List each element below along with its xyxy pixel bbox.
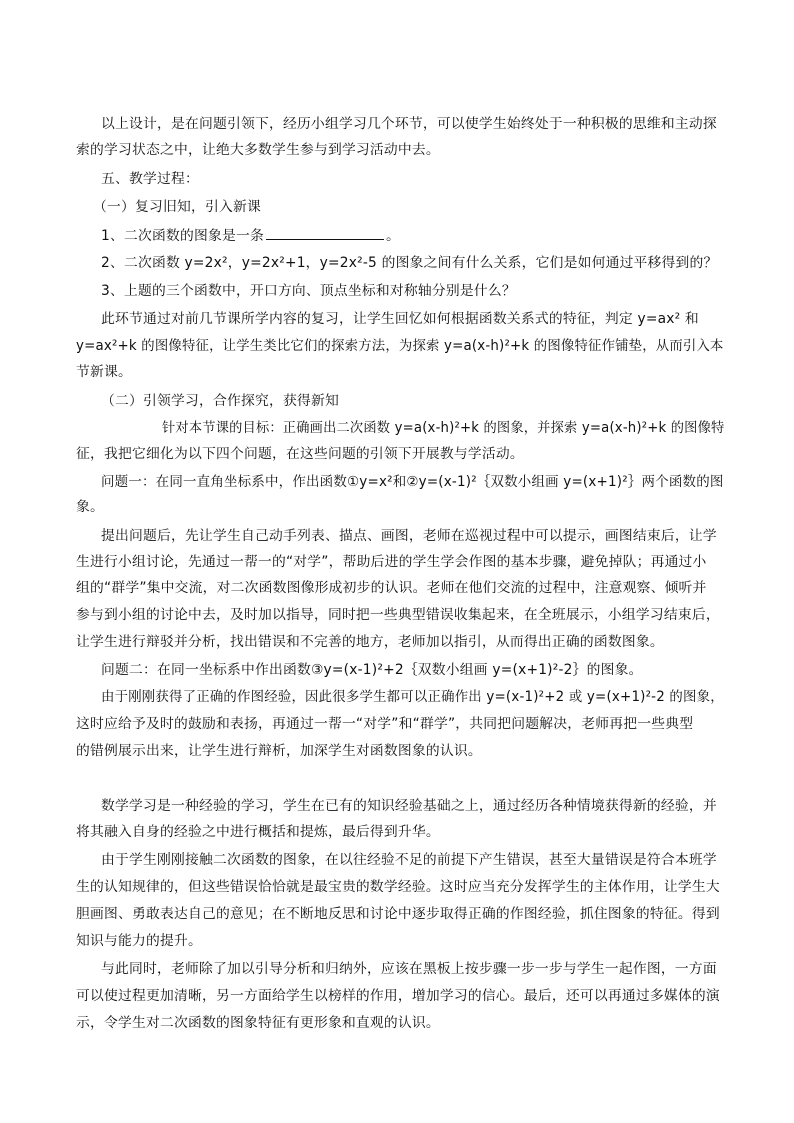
paragraph-line: 索的学习状态之中，让绝大多数学生参与到学习活动中去。	[76, 142, 440, 158]
section-heading: 五、教学过程：	[101, 171, 199, 187]
paragraph-line: 数学学习是一种经验的学习，学生在已有的知识经验基础之上，通过经历各种情境获得新的经验，并	[101, 798, 717, 814]
paragraph-line: 问题二：在同一坐标系中作出函数③y=(x-1)²+2｛双数小组画 y=(x+1)²-2｝的图象。	[101, 662, 643, 678]
paragraph-line: 征，我把它细化为以下四个问题，在这些问题的引领下开展教与学活动。	[76, 446, 524, 462]
paragraph-line: 此环节通过对前几节课所学内容的复习，让学生回忆如何根据函数关系式的特征，判定 y=ax² 和	[101, 311, 699, 327]
paragraph-line: 与此同时，老师除了加以引导分析和归纳外，应该在黑板上按步骤一步一步与学生一起作图，一方面	[101, 961, 717, 977]
question-line: 3、上题的三个函数中，开口方向、顶点坐标和对称轴分别是什么？	[101, 283, 516, 299]
subsection-heading: （一）复习旧知，引入新课	[93, 199, 261, 215]
paragraph-line: 这时应给予及时的鼓励和表扬，再通过一帮一“对学”和“群学”，共同把问题解决，老师再把一些典型	[76, 716, 694, 732]
paragraph-line: 由于学生刚刚接触二次函数的图象，在以往经验不足的前提下产生错误，甚至大量错误是符合本班学	[101, 852, 717, 868]
paragraph-line: 问题一：在同一直角坐标系中，作出函数①y=x²和②y=(x-1)²｛双数小组画 y=(x+1)²｝两个函数的图	[101, 474, 724, 490]
subsection-heading: （二）引领学习，合作探究，获得新知	[101, 393, 339, 409]
fill-in-blank	[266, 225, 384, 240]
paragraph-line: 将其融入自身的经验之中进行概括和提炼，最后得到升华。	[76, 824, 440, 840]
question-text: 1、二次函数的图象是一条	[101, 228, 264, 244]
paragraph-line: 生的认知规律的，但这些错误恰恰就是最宝贵的数学经验。这时应当充分发挥学生的主体作用，让学生大	[76, 879, 720, 895]
paragraph-line: 针对本节课的目标：正确画出二次函数 y=a(x-h)²+k 的图象，并探索 y=a(x-h)²+k 的图像特	[162, 420, 725, 436]
question-line: 2、二次函数 y=2x²，y=2x²+1，y=2x²-5 的图象之间有什么关系，它们是如何通过平移得到的？	[101, 255, 718, 271]
question-line	[101, 225, 400, 245]
paragraph-line: 提出问题后，先让学生自己动手列表、描点、画图，老师在巡视过程中可以提示，画图结束后，让学	[101, 528, 717, 544]
paragraph-line: y=ax²+k 的图像特征，让学生类比它们的探索方法，为探索 y=a(x-h)²+k 的图像特征作铺垫，从而引入本	[76, 338, 724, 354]
paragraph-line: 以上设计，是在问题引领下，经历小组学习几个环节，可以使学生始终处于一种积极的思维和主动探	[101, 116, 717, 132]
paragraph-line: 由于刚刚获得了正确的作图经验，因此很多学生都可以正确作出 y=(x-1)²+2 或 y=(x+1)²-2 的图象，	[101, 689, 724, 705]
paragraph-line: 胆画图、勇敢表达自己的意见；在不断地反思和讨论中逐步取得正确的作图经验，抓住图象的特征。得到	[76, 906, 720, 922]
paragraph-line: 的错例展示出来，让学生进行辩析，加深学生对函数图象的认识。	[76, 743, 482, 759]
paragraph-line: 让学生进行辩驳并分析，找出错误和不完善的地方，老师加以指引，从而得出正确的函数图象。	[76, 634, 664, 650]
question-end: 。	[385, 228, 400, 244]
paragraph-line: 节新课。	[76, 364, 132, 380]
paragraph-line: 组的“群学”集中交流，对二次函数图像形成初步的认识。老师在他们交流的过程中，注意观察、倾听并	[76, 580, 707, 596]
paragraph-line: 生进行小组讨论，先通过一帮一的“对学”，帮助后进的学生学会作图的基本步骤，避免掉队；再通过小	[76, 554, 707, 570]
paragraph-line: 知识与能力的提升。	[76, 933, 202, 949]
paragraph-line: 象。	[76, 499, 104, 515]
paragraph-line: 参与到小组的讨论中去，及时加以指导，同时把一些典型错误收集起来，在全班展示，小组学习结束后，	[76, 607, 720, 623]
paragraph-line: 可以使过程更加清晰，另一方面给学生以榜样的作用，增加学习的信心。最后，还可以再通过多媒体的演	[76, 988, 720, 1004]
paragraph-line: 示，令学生对二次函数的图象特征有更形象和直观的认识。	[76, 1015, 440, 1031]
